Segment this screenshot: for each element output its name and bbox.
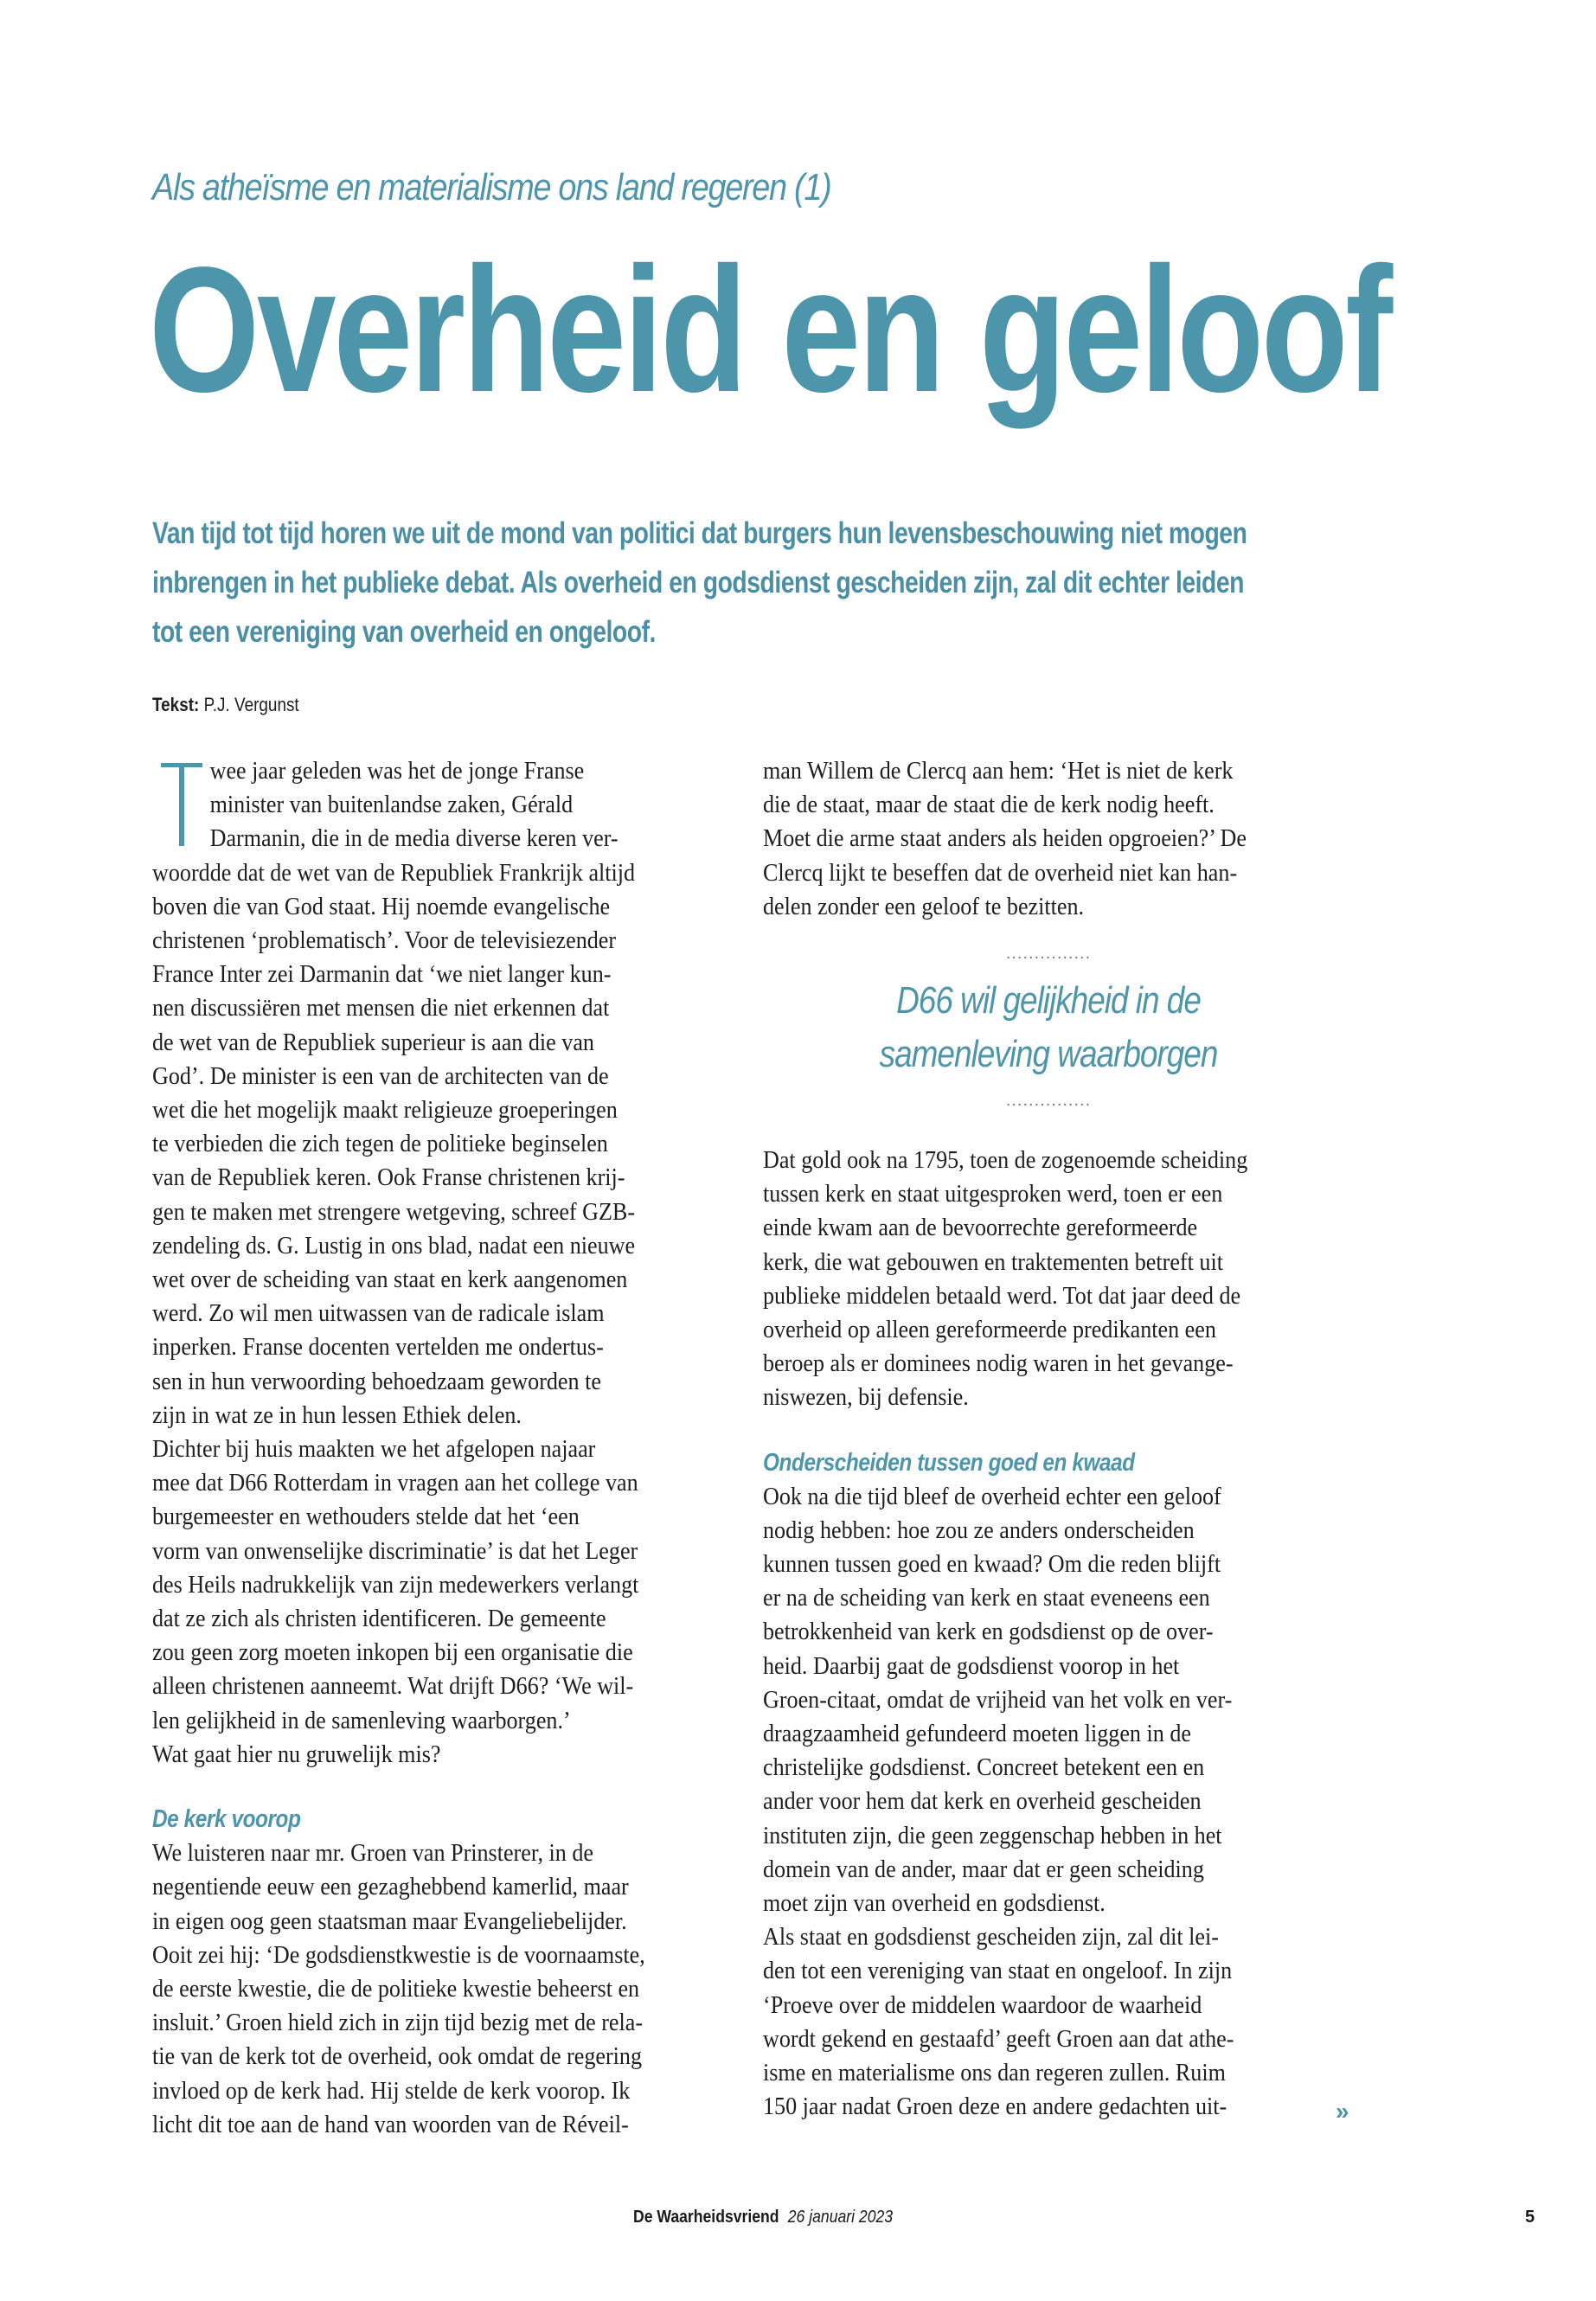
body-line: Als staat en godsdienst gescheiden zijn, zal dit lei- [763, 1923, 1219, 1952]
body-line: moet zijn van overheid en godsdienst. [763, 1889, 1106, 1918]
body-line: instituten zijn, die geen zeggenschap hebben in het [763, 1821, 1222, 1849]
body-line: des Heils nadrukkelijk van zijn medewerkers verlangt [152, 1570, 639, 1599]
body-line: vorm van onwenselijke discriminatie’ is dat het Leger [152, 1536, 638, 1565]
body-line: Wat gaat hier nu gruwelijk mis? [152, 1740, 441, 1768]
lead-line: tot een vereniging van overheid en ongeloof. [152, 615, 656, 649]
byline-label: Tekst: [152, 694, 200, 715]
pull-quote-line: D66 wil gelijkheid in de [896, 979, 1201, 1022]
body-line: wet die het mogelijk maakt religieuze groeperingen [152, 1096, 618, 1125]
body-line: domein van de ander, maar dat er geen scheiding [763, 1855, 1204, 1883]
body-line: 150 jaar nadat Groen deze en andere gedachten uit- [763, 2093, 1227, 2121]
body-line: christelijke godsdienst. Concreet betekent een en [763, 1753, 1205, 1782]
pull-quote [763, 945, 1334, 1109]
body-line: minister van buitenlandse zaken, Gérald [209, 791, 574, 819]
body-line: zou geen zorg moeten inkopen bij een organisatie die [152, 1638, 633, 1667]
paragraph-gap [152, 1772, 740, 1803]
body-line: ‘Proeve over de middelen waardoor de waarheid [763, 1990, 1202, 2019]
body-line: Dat gold ook na 1795, toen de zogenoemde scheiding [763, 1146, 1248, 1175]
body-line: er na de scheiding van kerk en staat eveneens een [763, 1584, 1210, 1612]
body-line: Ook na die tijd bleef de overheid echter een geloof [763, 1482, 1221, 1510]
body-line: in eigen oog geen staatsman maar Evangeliebelijder. [152, 1907, 627, 1935]
body-line: wordt gekend en gestaafd’ geeft Groen aan dat athe- [763, 2024, 1234, 2053]
body-line: tie van de kerk tot de overheid, ook omdat de regering [152, 2042, 643, 2071]
body-line: nen discussiëren met mensen die niet erkennen dat [152, 994, 610, 1022]
body-line: burgemeester en wethouders stelde dat het ‘een [152, 1503, 580, 1531]
body-line: te verbieden die zich tegen de politieke beginselen [152, 1130, 608, 1158]
continue-arrow-icon: » [1336, 2098, 1349, 2125]
body-line: Moet die arme staat anders als heiden opgroeien?’ De [763, 824, 1247, 853]
body-line: man Willem de Clercq aan hem: ‘Het is niet de kerk [763, 757, 1234, 785]
body-line: de wet van de Republiek superieur is aan die van [152, 1028, 594, 1056]
body-line: isme en materialisme ons dan regeren zullen. Ruim [763, 2059, 1226, 2087]
publication-date: 26 januari 2023 [787, 2208, 894, 2227]
body-line: draagzaamheid gefundeerd moeten liggen in de [763, 1720, 1191, 1748]
body-line: boven die van God staat. Hij noemde evangelische [152, 892, 611, 920]
body-line: wee jaar geleden was het de jonge Franse [209, 757, 585, 785]
body-line: alleen christenen aanneemt. Wat drijft D66? ‘We wil- [152, 1672, 634, 1701]
body-line: den tot een vereniging van staat en ongeloof. In zijn [763, 1957, 1233, 1985]
body-line: de eerste kwestie, die de politieke kwestie beheerst en [152, 1974, 640, 2003]
body-line: Dichter bij huis maakten we het afgelopen najaar [152, 1435, 596, 1464]
body-line: delen zonder een geloof te bezitten. [763, 892, 1085, 920]
body-line: We luisteren naar mr. Groen van Prinsterer, in de [152, 1839, 593, 1868]
section-subheading: Onderscheiden tussen goed en kwaad [763, 1448, 1135, 1477]
body-line: heid. Daarbij gaat de godsdienst voorop in het [763, 1651, 1180, 1680]
body-line: einde kwam aan de bevoorrechte gereformeerde [763, 1214, 1198, 1242]
paragraph-gap [763, 1415, 1351, 1446]
left-column [152, 754, 740, 2142]
article-kicker: Als atheïsme en materialisme ons land regeren (1) [152, 166, 831, 208]
pull-quote-divider-top: ............... [1005, 944, 1092, 964]
right-column [763, 754, 1351, 2125]
body-line: zendeling ds. G. Lustig in ons blad, nadat een nieuwe [152, 1231, 636, 1259]
body-line: invloed op de kerk had. Hij stelde de kerk voorop. Ik [152, 2076, 631, 2105]
body-line: publieke middelen betaald werd. Tot dat jaar deed de [763, 1281, 1241, 1310]
page-number: 5 [1525, 2208, 1535, 2227]
body-line: sen in hun verwoording behoedzaam geworden te [152, 1367, 601, 1395]
body-line: tussen kerk en staat uitgesproken werd, toen er een [763, 1180, 1223, 1208]
article-lead [152, 509, 1247, 657]
body-line: France Inter zei Darmanin dat ‘we niet langer kun- [152, 960, 612, 989]
section-subheading: De kerk voorop [152, 1805, 301, 1834]
body-line: God’. De minister is een van de architecten van de [152, 1061, 609, 1090]
body-line: christenen ‘problematisch’. Voor de televisiezender [152, 926, 617, 955]
body-line: gen te maken met strengere wetgeving, schreef GZB- [152, 1197, 636, 1226]
body-line: kerk, die wat gebouwen en traktementen betreft uit [763, 1247, 1223, 1276]
publication-name: De Waarheidsvriend [633, 2208, 779, 2227]
byline-author: P.J. Vergunst [203, 694, 299, 715]
body-line: van de Republiek keren. Ook Franse christenen krij- [152, 1163, 625, 1192]
body-line: len gelijkheid in de samenleving waarborgen.’ [152, 1706, 571, 1734]
body-line: Darmanin, die in de media diverse keren ver- [209, 824, 619, 853]
body-line: dat ze zich als christen identificeren. De gemeente [152, 1605, 606, 1633]
pull-quote-divider-bottom: ............... [1005, 1091, 1092, 1111]
body-line: woordde dat de wet van de Republiek Frankrijk altijd [152, 858, 636, 887]
page-footer [633, 2208, 893, 2227]
pull-quote-line: samenleving waarborgen [879, 1033, 1218, 1076]
body-line: wet over de scheiding van staat en kerk aangenomen [152, 1266, 628, 1294]
body-line: licht dit toe aan de hand van woorden van de Réveil- [152, 2110, 629, 2138]
body-line: Groen-citaat, omdat de vrijheid van het volk en ver- [763, 1685, 1233, 1714]
body-line: niswezen, bij defensie. [763, 1383, 969, 1412]
body-line: zijn in wat ze in hun lessen Ethiek delen. [152, 1400, 522, 1429]
body-line: overheid op alleen gereformeerde predikanten een [763, 1316, 1216, 1344]
body-line: mee dat D66 Rotterdam in vragen aan het college van [152, 1469, 638, 1497]
body-line: insluit.’ Groen hield zich in zijn tijd bezig met de rela- [152, 2009, 644, 2037]
body-line: beroep als er dominees nodig waren in het gevange- [763, 1349, 1234, 1378]
body-line: negentiende eeuw een gezaghebbend kamerlid, maar [152, 1873, 629, 1901]
lead-line: inbrengen in het publieke debat. Als overheid en godsdienst gescheiden zijn, zal dit echter leiden [152, 566, 1244, 599]
body-line: Clercq lijkt te beseffen dat de overheid niet kan han- [763, 858, 1238, 887]
body-line: werd. Zo wil men uitwassen van de radicale islam [152, 1299, 605, 1328]
byline [152, 694, 299, 716]
body-line: inperken. Franse docenten vertelden me ondertus- [152, 1333, 604, 1362]
body-line: kunnen tussen goed en kwaad? Om die reden blijft [763, 1550, 1221, 1579]
body-line: ander voor hem dat kerk en overheid gescheiden [763, 1787, 1202, 1816]
body-line: die de staat, maar de staat die de kerk nodig heeft. [763, 791, 1215, 819]
body-line: betrokkenheid van kerk en godsdienst op de over- [763, 1618, 1214, 1646]
body-line: nodig hebben: hoe zou ze anders onderscheiden [763, 1516, 1195, 1544]
lead-line: Van tijd tot tijd horen we uit de mond van politici dat burgers hun levensbeschouwing niet mogen [152, 516, 1247, 550]
body-line: Ooit zei hij: ‘De godsdienstkwestie is de voornaamste, [152, 1940, 645, 1969]
article-title: Overheid en geloof [149, 230, 1391, 429]
